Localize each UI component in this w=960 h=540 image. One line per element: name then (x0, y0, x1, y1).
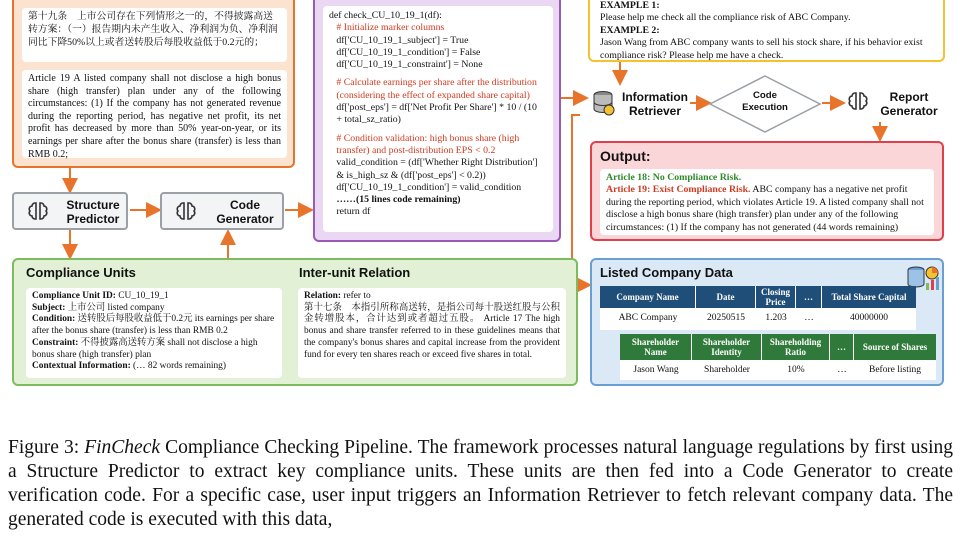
company-table-header: Closing Price (756, 286, 796, 308)
cu-subject-label: Subject: (32, 302, 66, 313)
shareholder-table-header: … (830, 334, 854, 360)
company-table-cell: 1.203 (765, 313, 787, 323)
shareholder-table-cell: Before listing (869, 365, 921, 375)
shareholder-table-cell: Shareholder (704, 365, 750, 375)
output-line2-red: Article 19: Exist Compliance Risk. (606, 184, 751, 196)
company-table-cell: 40000000 (850, 313, 888, 323)
company-table-cell: 20250515 (707, 313, 745, 323)
example1-label: EXAMPLE 1: (600, 0, 660, 11)
relation-label: Relation: (304, 291, 341, 301)
code-panel (313, 0, 561, 242)
example2-label: EXAMPLE 2: (600, 24, 660, 36)
figure-caption (8, 436, 953, 532)
shareholder-table-header: Shareholding Ratio (762, 334, 830, 360)
output-title: Output: (600, 148, 651, 164)
code-line: (considering the effect of expanded share capital) (329, 89, 530, 101)
structure-predictor-label: Structure Predictor (66, 198, 120, 226)
company-table-header: Total Share Capital (822, 286, 916, 308)
output-panel (590, 141, 944, 241)
shareholder-table-cell: 10% (787, 365, 805, 375)
report-generator (844, 84, 948, 124)
compliance-panel (12, 258, 578, 386)
code-line: ……(15 lines code remaining) (329, 194, 461, 206)
relation-value: refer to (340, 291, 371, 301)
output-text (600, 169, 934, 235)
shareholder-table (620, 334, 936, 380)
code-generator (160, 192, 284, 230)
code-line: # Calculate earnings per share after the distribution (329, 77, 537, 89)
brain-icon (846, 90, 870, 114)
user-input-panel (588, 0, 945, 62)
cu-constraint-value: 不得披露高送转方案 shall not disclose a high bonus share (high transfer) plan (32, 337, 258, 360)
code-line: return df (329, 206, 371, 218)
code-block (323, 6, 553, 232)
code-generator-label: Code Generator (216, 198, 274, 226)
code-line: & is_high_sz & (df['post_eps'] < 0.2)) (329, 169, 486, 181)
shareholder-table-header: Source of Shares (854, 334, 936, 360)
compliance-unit-card (26, 288, 282, 378)
company-table-cell: … (804, 313, 814, 323)
information-retriever (588, 86, 692, 122)
shareholder-table-header: Shareholder Name (620, 334, 692, 360)
caption-text: Compliance Checking Pipeline. The framework processes natural language regulations by first using a Structure Predictor to extract key compliance units. These units are then fed into a Code Generator to create verification code. For a specific case, user input triggers an Information Retriever to fetch relevant company data. The generated code is executed with this data, (8, 437, 953, 530)
code-line: # Initialize marker columns (329, 22, 445, 34)
listed-company-panel (590, 258, 944, 386)
examples-text (600, 0, 938, 62)
regulation-en-text: Article 19 A listed company shall not disclose a high bonus share (high transfer) plan under any of the following circumstances: (1) If the company has not generated revenue during the reporting period, has negative net profit, its net profit has decreased by more than 50% year-on-year, or its earnings per share after the bonus share (transfer) is less than RMB 0.2; (22, 70, 287, 158)
code-line: transfer) and post-distribution EPS < 0.2 (329, 144, 496, 156)
caption-italic: FinCheck (84, 437, 161, 458)
code-line: def check_CU_10_19_1(df): (329, 10, 442, 21)
company-table-cell: ABC Company (618, 313, 678, 323)
company-table-header: Company Name (600, 286, 696, 308)
output-line1: Article 18: No Compliance Risk. (606, 172, 742, 183)
code-line: # Condition validation: high bonus share (high (329, 132, 520, 144)
brain-icon (26, 200, 50, 224)
code-line: df['CU_10_19_1_condition'] = False (329, 46, 481, 58)
listed-company-title: Listed Company Data (600, 265, 733, 280)
code-line: df['CU_10_19_1_subject'] = True (329, 34, 469, 46)
company-table-header: Date (696, 286, 756, 308)
cu-condition-value: 送转股后每股收益低于0.2元 its earnings per share after the bonus share (transfer) is less than RMB 0.2 (32, 314, 275, 337)
inter-unit-relation-title: Inter-unit Relation (299, 265, 411, 280)
regulation-panel (12, 0, 295, 168)
code-execution-label: Code Execution (742, 90, 788, 113)
company-table-header: … (796, 286, 822, 308)
cu-context-label: Contextual Information: (32, 361, 131, 372)
code-line: df['CU_10_19_1_constraint'] = None (329, 59, 483, 71)
inter-unit-card (298, 288, 566, 378)
report-generator-label: Report Generator (880, 90, 938, 118)
cu-subject-value: 上市公司 listed company (65, 302, 165, 313)
inter-unit-text: 第十七条 本指引所称高送转，是指公司每十股送红股与公积金转增股本，合计达到或者超过五股。 Article 17 The high bonus and share transfer referred to in these guidelines means that the company's bonus shares and capital increase from the provident fund for every ten shares reach or exceed five shares in total. (304, 302, 560, 360)
regulation-zh-text: 第十九条 上市公司存在下列情形之一的，不得披露高送转方案：（一）报告期内未产生收入、净利润为负、净利润同比下降50%以上或者送转股后每股收益低于0.2元的； (22, 8, 287, 62)
code-line: df['post_eps'] = df['Net Profit Per Share'] * 10 / (10 (329, 102, 537, 114)
information-retriever-label: Information Retriever (622, 90, 688, 118)
cu-context-value: (… 82 words remaining) (130, 361, 226, 372)
example2-text: Jason Wang from ABC company wants to sell his stock share, if his behavior exist compliance risk? Please help me have a check. (600, 37, 923, 61)
structure-predictor (12, 192, 128, 230)
code-line: valid_condition = (df['Whether Right Distribution'] (329, 157, 538, 169)
cu-id-label: Compliance Unit ID: (32, 291, 116, 301)
shareholder-table-header: Shareholder Identity (692, 334, 762, 360)
code-line: df['CU_10_19_1_condition'] = valid_condition (329, 181, 522, 193)
company-table (600, 286, 916, 330)
compliance-units-title: Compliance Units (26, 265, 136, 280)
shareholder-table-cell: … (837, 365, 847, 375)
brain-icon (174, 200, 198, 224)
output-line2-rest: ABC company has a negative net profit during the reporting period, which violates Article 19. A listed company shall not disclose a high bonus share (high transfer) plan under any of the following circumstances: (1) If the company has not generated (44 words remaining) (606, 184, 924, 233)
code-line: + total_sz_ratio) (329, 114, 401, 126)
database-icon (590, 90, 616, 116)
cu-id-value: CU_10_19_1 (115, 291, 169, 301)
example1-text: Please help me check all the compliance risk of ABC Company. (600, 12, 851, 24)
caption-label: Figure 3: (8, 437, 80, 458)
cu-constraint-label: Constraint: (32, 337, 79, 348)
shareholder-table-cell: Jason Wang (633, 365, 679, 375)
cu-condition-label: Condition: (32, 314, 76, 325)
